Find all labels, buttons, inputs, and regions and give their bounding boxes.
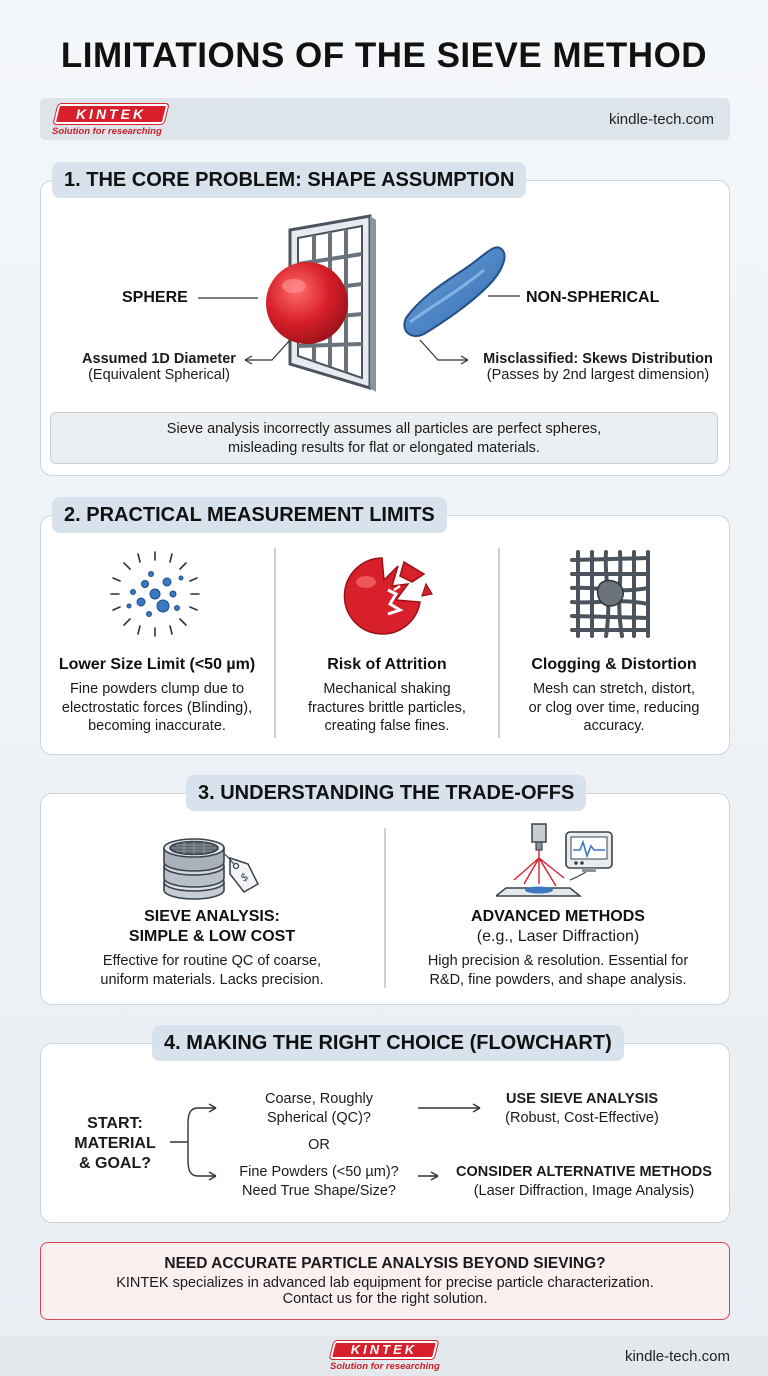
flow-result-sieve bbox=[482, 1090, 682, 1128]
misclassified-sub: (Passes by 2nd largest dimension) bbox=[486, 367, 710, 383]
tradeoff-advanced bbox=[386, 907, 730, 990]
tradeoff-advanced-line2: R&D, fine powders, and shape analysis. bbox=[429, 972, 687, 988]
flow-start-line: MATERIAL bbox=[74, 1135, 156, 1152]
page-title: LIMITATIONS OF THE SIEVE METHOD bbox=[60, 36, 708, 75]
limit-line: Mechanical shaking bbox=[323, 681, 451, 697]
assumed-diameter-sub: (Equivalent Spherical) bbox=[88, 367, 230, 383]
limit-line: creating false fines. bbox=[324, 718, 450, 734]
kintek-logo-text: KINTEK bbox=[75, 106, 147, 122]
limit-line: fractures brittle particles, bbox=[308, 699, 466, 716]
limit-line: Fine powders clump due to bbox=[69, 681, 245, 697]
section3-heading: 3. UNDERSTANDING THE TRADE-OFFS bbox=[186, 775, 586, 811]
tradeoff-advanced-line1: High precision & resolution. Essential for bbox=[427, 953, 689, 969]
flow-result-title: CONSIDER ALTERNATIVE METHODS bbox=[456, 1164, 712, 1180]
sieve-stack-icon bbox=[156, 822, 266, 900]
laser-diffraction-icon bbox=[496, 822, 620, 900]
tradeoff-sieve bbox=[40, 907, 384, 990]
flow-start-line: & GOAL? bbox=[79, 1155, 151, 1172]
limit-title: Lower Size Limit (<50 µm) bbox=[58, 656, 256, 673]
assumed-diameter-label bbox=[64, 351, 254, 383]
footer-bar bbox=[0, 1336, 768, 1376]
limit-item-clogging bbox=[500, 656, 728, 736]
tradeoff-advanced-sub: (e.g., Laser Diffraction) bbox=[476, 928, 640, 945]
flow-start-node bbox=[58, 1114, 172, 1174]
flow-branch-line: Spherical (QC)? bbox=[267, 1110, 371, 1126]
flow-or: OR bbox=[308, 1137, 330, 1153]
kintek-tagline: Solution for researching bbox=[330, 1361, 440, 1372]
price-tag-text: $ bbox=[238, 869, 251, 885]
tradeoff-advanced-title: ADVANCED METHODS bbox=[471, 908, 645, 925]
cta-box[interactable] bbox=[40, 1242, 730, 1320]
nonspherical-label: NON-SPHERICAL bbox=[526, 289, 660, 306]
tradeoff-sieve-line1: Effective for routine QC of coarse, bbox=[102, 953, 322, 969]
limit-title: Risk of Attrition bbox=[327, 656, 447, 673]
flow-branch-coarse bbox=[214, 1090, 424, 1128]
flow-result-sub: (Laser Diffraction, Image Analysis) bbox=[473, 1183, 695, 1199]
shape-note-line1: Sieve analysis incorrectly assumes all particles are perfect spheres, bbox=[166, 421, 602, 437]
tradeoff-sieve-title1: SIEVE ANALYSIS: bbox=[144, 908, 280, 925]
flow-branch-fine bbox=[214, 1163, 424, 1201]
shape-note-box bbox=[50, 412, 718, 464]
section1-heading: 1. THE CORE PROBLEM: SHAPE ASSUMPTION bbox=[52, 162, 526, 198]
flow-result-title: USE SIEVE ANALYSIS bbox=[505, 1091, 659, 1107]
limit-line: accuracy. bbox=[583, 718, 645, 734]
limit-line: electrostatic forces (Blinding), bbox=[61, 699, 253, 716]
cta-line1: KINTEK specializes in advanced lab equipment for precise particle characterization. bbox=[116, 1275, 654, 1291]
limit-line: Mesh can stretch, distort, bbox=[533, 681, 695, 697]
misclassified-label bbox=[468, 351, 728, 383]
flow-branch-line: Fine Powders (<50 µm)? bbox=[239, 1164, 399, 1180]
kintek-tagline: Solution for researching bbox=[52, 126, 162, 137]
shape-note-line2: misleading results for flat or elongated materials. bbox=[228, 440, 540, 456]
flow-result-alternative bbox=[444, 1163, 724, 1201]
section2-heading: 2. PRACTICAL MEASUREMENT LIMITS bbox=[52, 497, 447, 533]
clogged-mesh-icon bbox=[566, 548, 654, 640]
cta-title: NEED ACCURATE PARTICLE ANALYSIS BEYOND SIEVING? bbox=[164, 1255, 606, 1272]
kintek-logo-text: KINTEK bbox=[350, 1342, 418, 1357]
sphere-label: SPHERE bbox=[122, 289, 188, 306]
limit-title: Clogging & Distortion bbox=[531, 656, 697, 673]
limit-item-lower-size bbox=[40, 656, 274, 736]
flow-result-sub: (Robust, Cost-Effective) bbox=[505, 1110, 659, 1126]
tradeoff-sieve-line2: uniform materials. Lacks precision. bbox=[100, 972, 324, 988]
limit-line: or clog over time, reducing bbox=[528, 699, 700, 716]
flow-start-line: START: bbox=[87, 1115, 143, 1132]
misclassified-title: Misclassified: Skews Distribution bbox=[483, 351, 713, 367]
site-link[interactable]: kindle-tech.com bbox=[608, 111, 714, 128]
sphere-particle-icon bbox=[266, 262, 348, 344]
cta-line2: Contact us for the right solution. bbox=[282, 1291, 488, 1307]
limit-line: becoming inaccurate. bbox=[88, 718, 226, 734]
assumed-diameter-title: Assumed 1D Diameter bbox=[82, 351, 236, 367]
section4-heading: 4. MAKING THE RIGHT CHOICE (FLOWCHART) bbox=[152, 1025, 624, 1061]
limit-item-attrition bbox=[276, 656, 498, 736]
tradeoff-sieve-title2: SIMPLE & LOW COST bbox=[128, 928, 296, 945]
site-link[interactable]: kindle-tech.com bbox=[624, 1348, 730, 1365]
flow-branch-line: Need True Shape/Size? bbox=[242, 1183, 396, 1199]
fine-powder-icon bbox=[105, 548, 205, 640]
flow-branch-line: Coarse, Roughly bbox=[265, 1091, 373, 1107]
brand-bar bbox=[40, 98, 730, 140]
fractured-particle-icon bbox=[334, 550, 434, 642]
